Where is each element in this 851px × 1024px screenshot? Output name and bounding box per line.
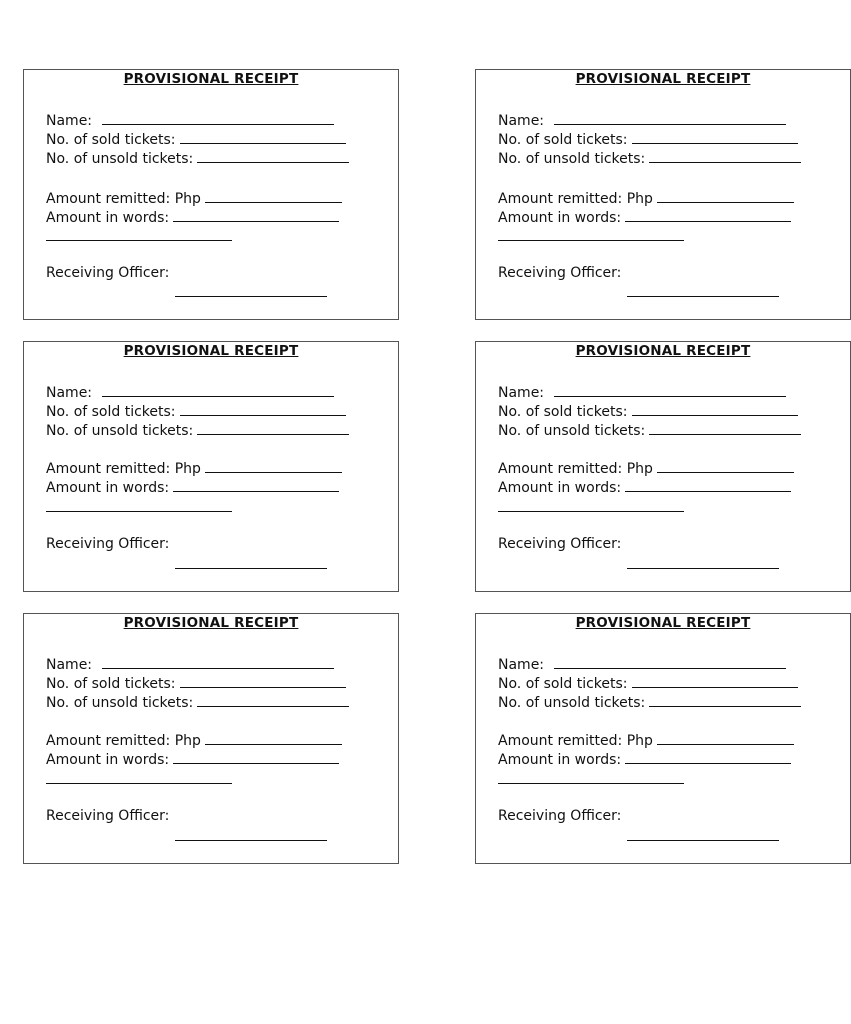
signature-row xyxy=(627,826,779,845)
name-label: Name: xyxy=(498,657,545,673)
receiving-officer-label: Receiving Officer: xyxy=(498,536,622,552)
sold-label: No. of sold tickets: xyxy=(498,404,628,420)
amount-words-blank-2 xyxy=(498,497,684,512)
signature-blank xyxy=(627,554,779,569)
amount-words-continuation xyxy=(498,497,684,516)
signature-blank xyxy=(627,826,779,841)
signature-blank xyxy=(175,826,327,841)
amount-words-blank xyxy=(173,749,339,764)
receiving-officer-row xyxy=(498,808,621,824)
amount-words-label: Amount in words: xyxy=(46,210,170,226)
amount-remitted-label: Amount remitted: Php xyxy=(498,461,653,477)
amount-remitted-row xyxy=(46,730,342,749)
unsold-blank xyxy=(197,420,349,435)
name-row xyxy=(498,654,786,673)
amount-remitted-label: Amount remitted: Php xyxy=(46,461,201,477)
receipt-title: PROVISIONAL RECEIPT xyxy=(123,615,299,631)
amount-remitted-label: Amount remitted: Php xyxy=(46,733,201,749)
sold-row xyxy=(46,673,346,692)
signature-blank xyxy=(175,554,327,569)
name-blank xyxy=(102,654,334,669)
unsold-label: No. of unsold tickets: xyxy=(46,695,194,711)
name-label: Name: xyxy=(498,113,545,129)
name-label: Name: xyxy=(46,113,93,129)
amount-words-continuation xyxy=(46,497,232,516)
sold-blank xyxy=(632,129,798,144)
amount-words-blank-2 xyxy=(498,769,684,784)
signature-row xyxy=(175,554,327,573)
receiving-officer-label: Receiving Officer: xyxy=(498,265,622,281)
amount-remitted-label: Amount remitted: Php xyxy=(46,191,201,207)
amount-words-blank-2 xyxy=(46,226,232,241)
unsold-label: No. of unsold tickets: xyxy=(46,151,194,167)
unsold-label: No. of unsold tickets: xyxy=(498,695,646,711)
receipt-title: PROVISIONAL RECEIPT xyxy=(575,343,751,359)
sold-blank xyxy=(180,673,346,688)
unsold-row xyxy=(498,148,801,167)
amount-words-blank xyxy=(173,477,339,492)
receiving-officer-row xyxy=(46,808,169,824)
unsold-row xyxy=(46,148,349,167)
amount-words-blank-2 xyxy=(46,497,232,512)
receipt-title: PROVISIONAL RECEIPT xyxy=(575,71,751,87)
amount-remitted-row xyxy=(498,458,794,477)
amount-words-label: Amount in words: xyxy=(498,752,622,768)
receipt-title: PROVISIONAL RECEIPT xyxy=(123,71,299,87)
name-row xyxy=(46,110,334,129)
amount-words-row xyxy=(498,477,791,496)
name-row xyxy=(498,382,786,401)
amount-words-continuation xyxy=(498,769,684,788)
amount-remitted-row xyxy=(498,188,794,207)
amount-words-blank xyxy=(625,477,791,492)
sold-label: No. of sold tickets: xyxy=(46,132,176,148)
unsold-blank xyxy=(649,692,801,707)
receipt-card xyxy=(475,69,851,320)
amount-remitted-row xyxy=(46,458,342,477)
unsold-label: No. of unsold tickets: xyxy=(46,423,194,439)
amount-words-row xyxy=(498,749,791,768)
name-row xyxy=(498,110,786,129)
sold-row xyxy=(498,129,798,148)
signature-row xyxy=(175,826,327,845)
name-blank xyxy=(102,382,334,397)
amount-remitted-blank xyxy=(205,730,342,745)
signature-blank xyxy=(175,282,327,297)
receiving-officer-label: Receiving Officer: xyxy=(46,808,170,824)
receiving-officer-row xyxy=(46,536,169,552)
amount-words-row xyxy=(46,477,339,496)
unsold-label: No. of unsold tickets: xyxy=(498,423,646,439)
name-label: Name: xyxy=(498,385,545,401)
signature-row xyxy=(175,282,327,301)
sold-blank xyxy=(180,129,346,144)
signature-row xyxy=(627,282,779,301)
amount-words-row xyxy=(498,207,791,226)
name-blank xyxy=(102,110,334,125)
unsold-label: No. of unsold tickets: xyxy=(498,151,646,167)
amount-words-continuation xyxy=(46,769,232,788)
amount-words-label: Amount in words: xyxy=(498,210,622,226)
sold-label: No. of sold tickets: xyxy=(46,676,176,692)
sold-row xyxy=(46,129,346,148)
amount-words-blank-2 xyxy=(498,226,684,241)
amount-remitted-row xyxy=(46,188,342,207)
sold-blank xyxy=(632,673,798,688)
signature-blank xyxy=(627,282,779,297)
amount-remitted-blank xyxy=(205,458,342,473)
name-blank xyxy=(554,110,786,125)
receipt-card xyxy=(23,69,399,320)
name-blank xyxy=(554,654,786,669)
amount-remitted-row xyxy=(498,730,794,749)
name-label: Name: xyxy=(46,657,93,673)
receipt-card xyxy=(475,613,851,864)
name-label: Name: xyxy=(46,385,93,401)
amount-remitted-blank xyxy=(657,458,794,473)
receipt-card xyxy=(23,341,399,592)
unsold-blank xyxy=(197,148,349,163)
unsold-row xyxy=(46,420,349,439)
amount-words-label: Amount in words: xyxy=(498,480,622,496)
unsold-row xyxy=(498,420,801,439)
amount-words-continuation xyxy=(46,226,232,245)
unsold-row xyxy=(498,692,801,711)
name-blank xyxy=(554,382,786,397)
amount-remitted-blank xyxy=(657,188,794,203)
amount-words-blank xyxy=(625,207,791,222)
receiving-officer-label: Receiving Officer: xyxy=(498,808,622,824)
unsold-blank xyxy=(197,692,349,707)
sold-blank xyxy=(180,401,346,416)
amount-words-blank xyxy=(173,207,339,222)
receiving-officer-row xyxy=(498,536,621,552)
receipt-card xyxy=(475,341,851,592)
amount-words-label: Amount in words: xyxy=(46,480,170,496)
amount-words-blank xyxy=(625,749,791,764)
sold-row xyxy=(498,673,798,692)
sold-label: No. of sold tickets: xyxy=(498,676,628,692)
amount-remitted-label: Amount remitted: Php xyxy=(498,191,653,207)
sold-row xyxy=(46,401,346,420)
amount-words-blank-2 xyxy=(46,769,232,784)
receiving-officer-label: Receiving Officer: xyxy=(46,265,170,281)
name-row xyxy=(46,382,334,401)
signature-row xyxy=(627,554,779,573)
amount-words-row xyxy=(46,749,339,768)
unsold-blank xyxy=(649,420,801,435)
receipt-title: PROVISIONAL RECEIPT xyxy=(575,615,751,631)
receiving-officer-row xyxy=(46,265,169,281)
sold-label: No. of sold tickets: xyxy=(46,404,176,420)
receipt-card xyxy=(23,613,399,864)
receipt-title: PROVISIONAL RECEIPT xyxy=(123,343,299,359)
sold-label: No. of sold tickets: xyxy=(498,132,628,148)
receiving-officer-row xyxy=(498,265,621,281)
sold-blank xyxy=(632,401,798,416)
amount-remitted-blank xyxy=(205,188,342,203)
receiving-officer-label: Receiving Officer: xyxy=(46,536,170,552)
amount-words-continuation xyxy=(498,226,684,245)
amount-words-label: Amount in words: xyxy=(46,752,170,768)
unsold-blank xyxy=(649,148,801,163)
amount-remitted-blank xyxy=(657,730,794,745)
name-row xyxy=(46,654,334,673)
amount-words-row xyxy=(46,207,339,226)
amount-remitted-label: Amount remitted: Php xyxy=(498,733,653,749)
unsold-row xyxy=(46,692,349,711)
sold-row xyxy=(498,401,798,420)
